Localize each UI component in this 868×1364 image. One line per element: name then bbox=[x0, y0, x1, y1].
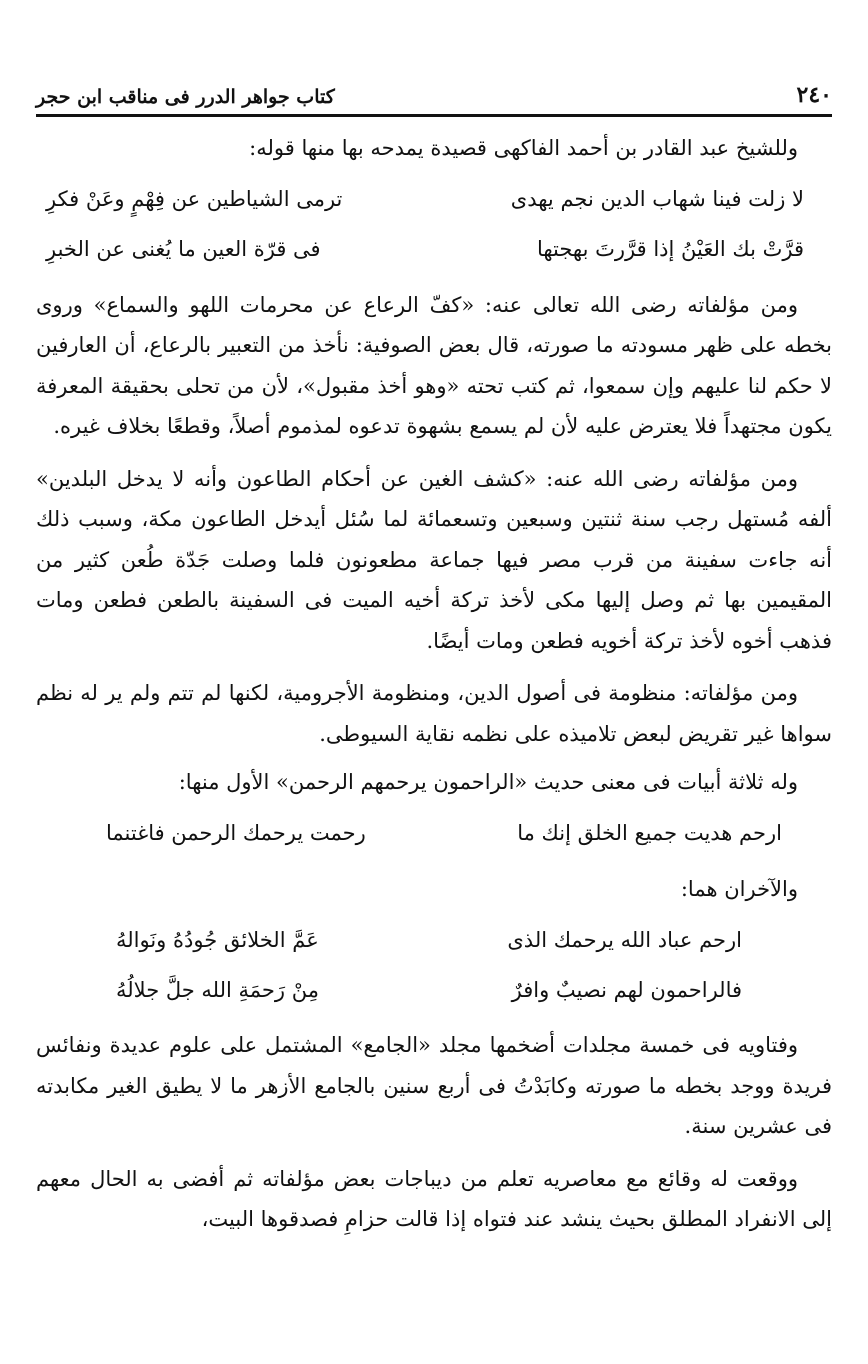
verse-first-hemistich: لا زلت فينا شهاب الدين نجم يهدى bbox=[510, 187, 804, 212]
verse-second-hemistich: رحمت يرحمك الرحمن فاغتنما bbox=[106, 821, 366, 846]
verse-first-hemistich: ارحم هديت جميع الخلق إنك ما bbox=[517, 821, 782, 846]
verse-line bbox=[36, 915, 832, 965]
verse-line bbox=[36, 965, 832, 1015]
verse-second-hemistich: ترمى الشياطين عن فِهْمٍ وعَنْ فكرِ bbox=[46, 187, 343, 212]
poem-block-2 bbox=[36, 809, 832, 859]
page-number: ٢٤٠ bbox=[796, 82, 832, 108]
verse-line bbox=[36, 225, 832, 275]
verse-line bbox=[36, 175, 832, 225]
verse-first-hemistich: فالراحمون لهم نصيبٌ وافرٌ bbox=[511, 977, 742, 1002]
verse-second-hemistich: فى قرّة العين ما يُغنى عن الخبرِ bbox=[46, 237, 321, 262]
page-header bbox=[36, 70, 832, 108]
paragraph-kaff-al-ruaa: ومن مؤلفاته رضى الله تعالى عنه: «كفّ الرعاع عن محرمات اللهو والسماع» وروى بخطه على ظهر مسودته ما صورته، قال بعض الصوفية: نأخذ من التعبير بالرعاع، أن العارفين لا حكم لنا عليهم وإن سمعوا، ثم كتب تحته «وهو أخذ مقبول»، لأن من تحلى بحقيقة المعرفة يكون مجتهداً فلا يعترض عليه لأن لم يسمع بشهوة تدعوه لمذموم أصلاً، وقطعًا بخلاف غيره. bbox=[36, 292, 832, 438]
page-body bbox=[36, 128, 832, 1252]
verse-second-hemistich: عَمَّ الخلائق جُودُهُ ونَوالهُ bbox=[116, 927, 319, 952]
verse-first-hemistich: ارحم عباد الله يرحمك الذى bbox=[507, 927, 742, 952]
header-rule bbox=[36, 114, 832, 117]
paragraph-other-works: ومن مؤلفاته: منظومة فى أصول الدين، ومنظومة الأجرومية، لكنها لم تتم ولم ير له نظم سواها غير تقريض لبعض تلاميذه على نظمه نقاية السيوطى. bbox=[36, 681, 832, 746]
paragraph-kashf-al-ghayn: ومن مؤلفاته رضى الله عنه: «كشف الغين عن أحكام الطاعون وأنه لا يدخل البلدين» ألفه مُستهل رجب سنة ثنتين وسبعين وتسعمائة لما سُئل أيدخل الطاعون مكة، وسبب ذلك أنه جاءت سفينة من قرب مصر فيها جماعة مطعونون فلما وصلت جَدّة طُعن كثير من المقيمين بها ثم وصل إليها مكى لأخذ تركة أخيه الميت فى السفينة بالطعن فطعن ومات فذهب أخوه لأخذ تركة أخويه فطعن ومات أيضًا. bbox=[36, 466, 832, 653]
verse-line bbox=[36, 809, 832, 859]
paragraph-three-verses: وله ثلاثة أبيات فى معنى حديث «الراحمون يرحمهم الرحمن» الأول منها: bbox=[178, 770, 798, 794]
paragraph-fatawa: وفتاويه فى خمسة مجلدات أضخمها مجلد «الجامع» المشتمل على علوم عديدة ونفائس فريدة ووجد بخطه ما صورته وكابَدْتُ فى أربع سنين بالجامع الأزهر ما لا يطيق الغير مكابدته فى عشرين سنة. bbox=[36, 1033, 832, 1138]
verse-second-hemistich: مِنْ رَحمَةِ الله جلَّ جلالُهُ bbox=[116, 977, 319, 1002]
poem-block-1 bbox=[36, 175, 832, 275]
poem-block-3 bbox=[36, 915, 832, 1015]
verse-first-hemistich: قرَّتْ بك العَيْنُ إذا قرَّرتَ بهجتها bbox=[536, 237, 804, 262]
running-title: كتاب جواهر الدرر فى مناقب ابن حجر bbox=[36, 86, 335, 108]
paragraph-contemporaries: ووقعت له وقائع مع معاصريه تعلم من ديباجات بعض مؤلفاته ثم أفضى به الحال معهم إلى الانفراد المطلق بحيث ينشد عند فتواه إذا قالت حزامِ فصدقوها البيت، bbox=[36, 1166, 832, 1231]
intro-other-two: والآخران هما: bbox=[680, 876, 798, 901]
intro-line: وللشيخ عبد القادر بن أحمد الفاكهى قصيدة يمدحه بها منها قوله: bbox=[249, 136, 798, 160]
